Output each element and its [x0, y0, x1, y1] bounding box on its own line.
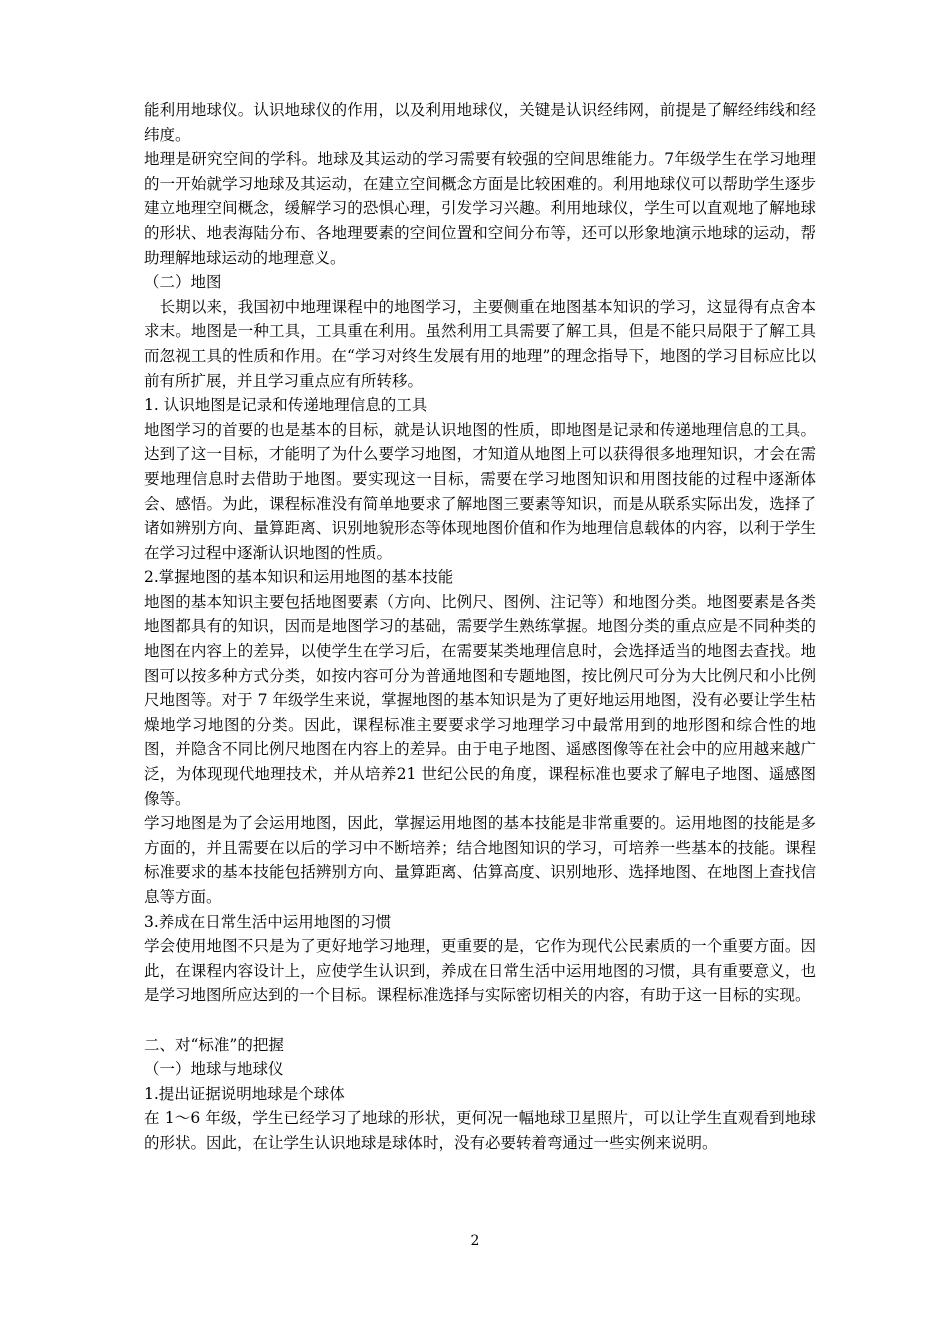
paragraph-map-knowledge: 地图的基本知识主要包括地图要素（方向、比例尺、图例、注记等）和地图分类。地图要素是各类地图都具有的知识，因而是地图学习的基础，需要学生熟练掌握。地图分类的重点应是不同种类的地图在内容上的差异，以使学生在学习后，在需要某类地理信息时，会选择适当的地图去查找。地图可以按多种方式分类，如按内容可分为普通地图和专题地图，按比例尺可分为大比例尺和小比例尺地图等。对于 7 年级学生来说，掌握地图的基本知识是为了更好地运用地图，没有必要让学生枯燥地学习地图的分类。因此，课程标准主要要求学习地理学习中最常用到的地形图和综合性的地图，并隐含不同比例尺地图在内容上的差异。由于电子地图、遥感图像等在社会中的应用越来越广泛，为体现现代地理技术，并从培养21 世纪公民的角度，课程标准也要求了解电子地图、遥感图像等。: [144, 592, 816, 808]
page-number: 2: [470, 1233, 480, 1249]
paragraph-map-tool: 地图学习的首要的也是基本的目标，就是认识地图的性质，即地图是记录和传递地理信息的工具。达到了这一目标，才能明了为什么要学习地图，才知道从地图上可以获得很多地理知识，才会在需要地理信息时去借助于地图。要实现这一目标，需要在学习地图知识和用图技能的过程中逐渐体会、感悟。为此，课程标准没有简单地要求了解地图三要素等知识，而是从联系实际出发，选择了诸如辨别方向、量算距离、识别地貌形态等体现地图价值和作为地理信息载体的内容，以利于学生在学习过程中逐渐认识地图的性质。: [144, 420, 816, 562]
subheading-map-tool: 1. 认识地图是记录和传递地理信息的工具: [144, 396, 428, 415]
paragraph-map-use: 学习地图是为了会运用地图，因此，掌握运用地图的基本技能是非常重要的。运用地图的技能是多方面的，并且需要在以后的学习中不断培养；结合地图知识的学习，可培养一些基本的技能。课程标准要求的基本技能包括辨别方向、量算距离、估算高度、识别地形、选择地图、在地图上查找信息等方面。: [144, 814, 816, 906]
paragraph-globe-space: 地理是研究空间的学科。地球及其运动的学习需要有较强的空间思维能力。7年级学生在学习地理的一开始就学习地球及其运动，在建立空间概念方面是比较困难的。利用地球仪可以帮助学生逐步建立地理空间概念，缓解学习的恐惧心理，引发学习兴趣。利用地球仪，学生可以直观地了解地球的形状、地表海陆分布、各地理要素的空间位置和空间分布等，还可以形象地演示地球的运动，帮助理解地球运动的地理意义。: [144, 150, 816, 267]
paragraph-globe-intro: 能利用地球仪。认识地球仪的作用，以及利用地球仪，关键是认识经纬网，前提是了解经纬线和经纬度。: [144, 101, 816, 144]
section-heading-map: （二）地图: [144, 273, 222, 292]
paragraph-map-habit: 学会使用地图不只是为了更好地学习地理，更重要的是，它作为现代公民素质的一个重要方面。因此，在课程内容设计上，应使学生认识到，养成在日常生活中运用地图的习惯，具有重要意义，也是学习地图所应达到的一个目标。课程标准选择与实际密切相关的内容，有助于这一目标的实现。: [144, 937, 816, 1005]
body-text: [144, 98, 816, 1156]
paragraph-earth-sphere: 在 1～6 年级，学生已经学习了地球的形状，更何况一幅地球卫星照片，可以让学生直观看到地球的形状。因此，在让学生认识地球是球体时，没有必要转着弯通过一些实例来说明。: [144, 1109, 816, 1152]
subheading-map-skills: 2.掌握地图的基本知识和运用地图的基本技能: [144, 568, 454, 587]
section-heading-standard: 二、对“标准”的把握: [144, 1035, 284, 1054]
subsection-heading-earth: （一）地球与地球仪: [144, 1060, 284, 1079]
paragraph-map-intro: 长期以来，我国初中地理课程中的地图学习，主要侧重在地图基本知识的学习，这显得有点舍本求末。地图是一种工具，工具重在利用。虽然利用工具需要了解工具，但是不能只局限于了解工具而忽视工具的性质和作用。在“学习对终生发展有用的地理”的理念指导下，地图的学习目标应比以前有所扩展，并且学习重点应有所转移。: [144, 297, 816, 390]
subheading-earth-sphere: 1.提出证据说明地球是个球体: [144, 1084, 345, 1103]
blank-line: [144, 1008, 816, 1033]
subheading-map-habit: 3.养成在日常生活中运用地图的习惯: [144, 912, 392, 931]
